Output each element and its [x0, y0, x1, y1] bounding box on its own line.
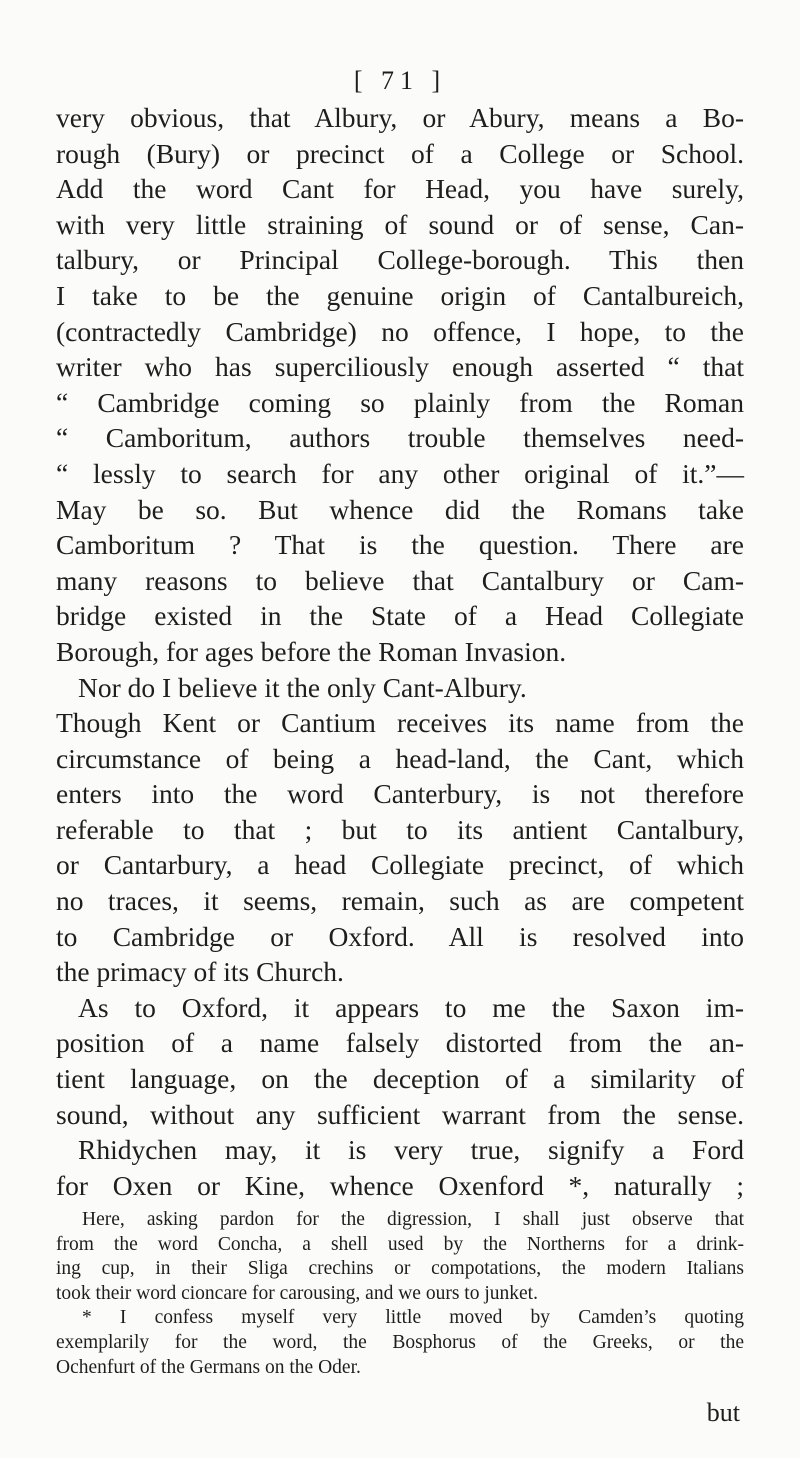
text-line: Camboritum ? That is the question. There are: [56, 529, 744, 561]
text-line: many reasons to believe that Cantalbury or Cam-: [56, 564, 744, 596]
catchword: but: [706, 1398, 740, 1427]
text-line: or Cantarbury, a head Collegiate precinct, of which: [56, 849, 744, 881]
text-line: enters into the word Canterbury, is not therefore: [56, 778, 744, 810]
text-line: Nor do I believe it the only Cant-Albury.: [78, 671, 527, 703]
footnote-line: took their word cioncare for carousing, and we ours to junket.: [56, 1282, 538, 1304]
text-line: bridge existed in the State of a Head Collegiate: [56, 600, 744, 632]
text-line: sound, without any sufficient warrant from the sense.: [56, 1098, 744, 1130]
main-text: [56, 100, 744, 1203]
text-line: “ Camboritum, authors trouble themselves need-: [56, 422, 744, 454]
text-line: referable to that ; but to its antient Cantalbury,: [56, 813, 744, 845]
text-line: (contractedly Cambridge) no offence, I hope, to the: [56, 315, 744, 347]
text-line: As to Oxford, it appears to me the Saxon im-: [78, 991, 744, 1023]
text-line: Borough, for ages before the Roman Invasion.: [56, 635, 567, 667]
text-line: rough (Bury) or precinct of a College or School.: [56, 137, 744, 169]
text-line: Rhidychen may, it is very true, signify a Ford: [78, 1134, 744, 1166]
footnotes: [56, 1208, 744, 1380]
text-line: tient language, on the deception of a similarity of: [56, 1063, 744, 1095]
footnote-line: Ochenfurt of the Germans on the Oder.: [56, 1356, 361, 1378]
text-line: May be so. But whence did the Romans take: [56, 493, 744, 525]
page-header: [ 71 ]: [353, 66, 447, 95]
text-line: for Oxen or Kine, whence Oxenford *, naturally ;: [56, 1169, 744, 1201]
text-line: writer who has superciliously enough asserted “ that: [56, 351, 744, 383]
footnote-line: exemplarily for the word, the Bosphorus of the Greeks, or the: [56, 1331, 744, 1353]
text-line: the primacy of its Church.: [56, 956, 344, 988]
text-line: circumstance of being a head-land, the Cant, which: [56, 742, 744, 774]
text-line: position of a name falsely distorted from the an-: [56, 1027, 744, 1059]
footnote-line: Here, asking pardon for the digression, I shall just observe that: [82, 1209, 744, 1230]
footnote-line: * I confess myself very little moved by Camden’s quoting: [82, 1307, 744, 1329]
footnote-line: ing cup, in their Sliga crechins or compotations, the modern Italians: [56, 1258, 744, 1280]
text-line: with very little straining of sound or of sense, Can-: [56, 208, 744, 240]
text-line: I take to be the genuine origin of Cantalbureich,: [56, 279, 744, 311]
footnote-line: from the word Concha, a shell used by the Northerns for a drink-: [56, 1233, 744, 1255]
text-line: “ lessly to search for any other original of it.”—: [56, 457, 744, 489]
text-line: talbury, or Principal College-borough. This then: [56, 244, 744, 276]
text-line: no traces, it seems, remain, such as are competent: [56, 885, 744, 917]
text-line: Add the word Cant for Head, you have surely,: [56, 173, 744, 205]
text-line: very obvious, that Albury, or Abury, means a Bo-: [56, 102, 744, 133]
text-line: to Cambridge or Oxford. All is resolved into: [56, 920, 744, 952]
text-line: Though Kent or Cantium receives its name from the: [56, 707, 744, 739]
text-line: “ Cambridge coming so plainly from the Roman: [56, 386, 744, 418]
